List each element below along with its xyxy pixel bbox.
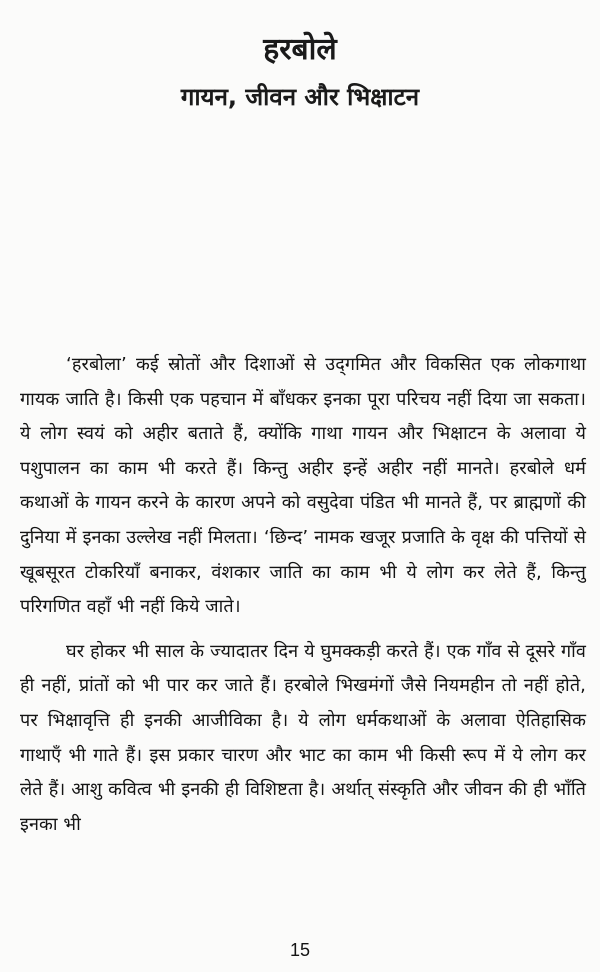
chapter-title: हरबोले (263, 32, 337, 67)
paragraph-2: घर होकर भी साल के ज्यादातर दिन ये घुमक्कड़ी करते हैं। एक गाँव से दूसरे गाँव ही नहीं, प्रांतों को भी पार कर जाते हैं। हरबोले भिखमंगों जैसे नियमहीन तो नहीं होते, पर भिक्षावृत्ति ही इनकी आजीविका है। ये लोग धर्मकथाओं के अलावा ऐतिहासिक गाथाएँ भी गाते हैं। इस प्रकार चारण और भाट का काम भी किसी रूप में ये लोग कर लेते हैं। आशु कवित्व भी इनकी ही विशिष्टता है। अर्थात् संस्कृति और जीवन की ही भाँति इनका भी (20, 640, 586, 835)
paragraph-1: ‘हरबोला’ कई स्रोतों और दिशाओं से उद्‌गमित और विकसित एक लोकगाथा गायक जाति है। किसी एक पहचान में बाँधकर इनका पूरा परिचय नहीं दिया जा सकता। ये लोग स्वयं को अहीर बताते हैं, क्योंकि गाथा गायन और भिक्षाटन के अलावा ये पशुपालन का काम भी करते हैं। किन्तु अहीर इन्हें अहीर नहीं मानते। हरबोले धर्म कथाओं के गायन करने के कारण अपने को वसुदेवा पंडित भी मानते हैं, पर ब्राह्मणों की दुनिया में इनका उल्लेख नहीं मिलता। ‘छिन्द’ नामक खजूर प्रजाति के वृक्ष की पत्तियों से खूबसूरत टोकरियाँ बनाकर, वंशकार जाति का काम भी ये लोग कर लेते हैं, किन्तु परिगणित वहाँ भी नहीं किये जाते। (20, 354, 586, 618)
chapter-header (0, 30, 600, 114)
page-number: 15 (289, 940, 311, 960)
chapter-subtitle: गायन, जीवन और भिक्षाटन (180, 83, 420, 111)
chapter-body (20, 348, 586, 842)
